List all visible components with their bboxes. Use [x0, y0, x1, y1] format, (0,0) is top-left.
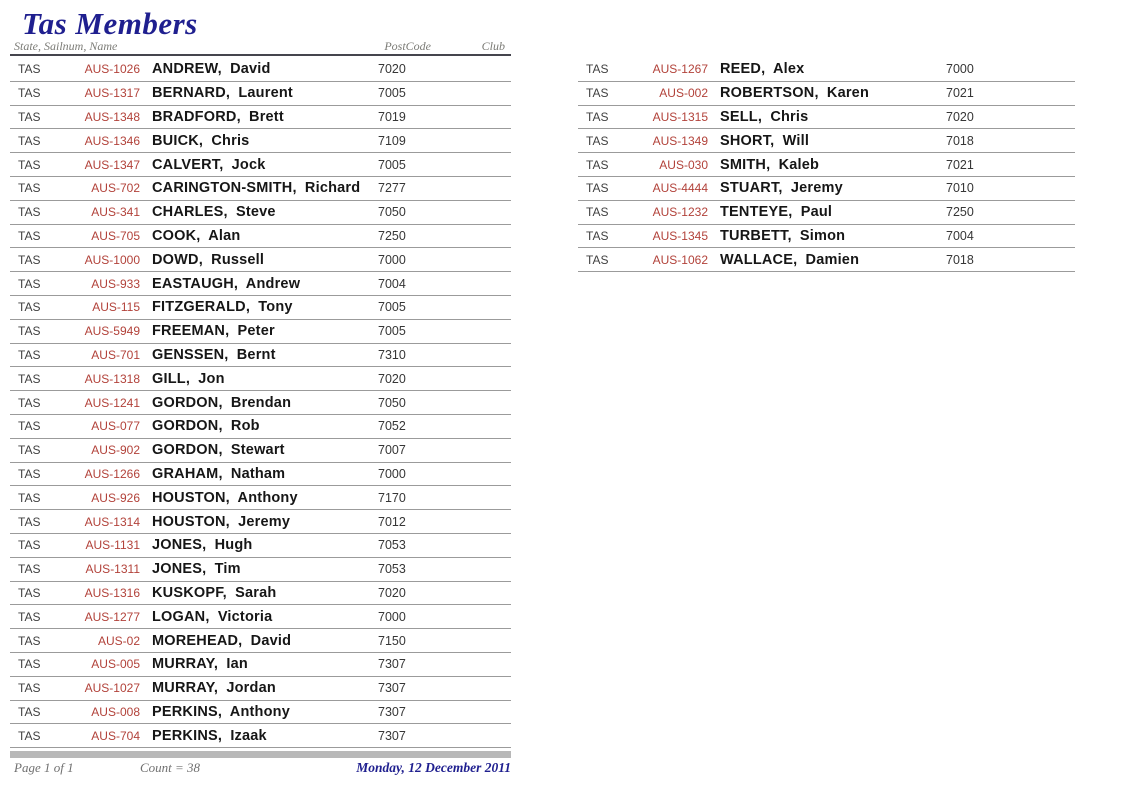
member-state: TAS — [586, 133, 609, 148]
member-sailnum: AUS-1315 — [652, 109, 708, 124]
member-sailnum: AUS-933 — [91, 276, 140, 291]
table-row — [10, 629, 511, 653]
member-name: SELL, Chris — [720, 108, 809, 125]
table-row — [10, 486, 511, 510]
member-state: TAS — [586, 62, 609, 77]
member-name: MURRAY, Ian — [152, 656, 248, 673]
member-postcode: 7277 — [378, 181, 406, 196]
table-row — [10, 510, 511, 534]
table-row — [578, 82, 1075, 106]
member-table-right — [578, 58, 1075, 272]
member-state: TAS — [18, 276, 41, 291]
table-row — [10, 653, 511, 677]
member-sailnum: AUS-002 — [659, 86, 708, 101]
table-row — [10, 439, 511, 463]
member-sailnum: AUS-1267 — [652, 62, 708, 77]
page-title: Tas Members — [22, 6, 198, 41]
table-row — [578, 153, 1075, 177]
member-sailnum: AUS-030 — [659, 157, 708, 172]
table-row — [10, 272, 511, 296]
member-postcode: 7020 — [378, 371, 406, 386]
member-postcode: 7018 — [946, 252, 974, 267]
member-postcode: 7310 — [378, 347, 406, 362]
member-sailnum: AUS-1232 — [652, 205, 708, 220]
table-row — [10, 225, 511, 249]
member-name: PERKINS, Anthony — [152, 703, 290, 720]
member-state: TAS — [18, 62, 41, 77]
member-name: GORDON, Brendan — [152, 394, 292, 411]
member-state: TAS — [586, 109, 609, 124]
member-postcode: 7012 — [378, 514, 406, 529]
member-sailnum: AUS-926 — [91, 490, 140, 505]
member-table-left — [10, 58, 511, 748]
page-count-label: Page 1 of 1 — [14, 760, 74, 775]
member-sailnum: AUS-1311 — [85, 562, 140, 577]
member-name: CARINGTON-SMITH, Richard — [152, 180, 361, 197]
table-row — [10, 605, 511, 629]
member-postcode: 7307 — [378, 657, 406, 672]
footer-row — [10, 760, 511, 778]
table-row — [578, 248, 1075, 272]
member-state: TAS — [18, 443, 41, 458]
member-postcode: 7250 — [946, 205, 974, 220]
member-name: BRADFORD, Brett — [152, 108, 284, 125]
table-row — [578, 201, 1075, 225]
member-name: SHORT, Will — [720, 132, 810, 149]
member-name: JONES, Hugh — [152, 537, 253, 554]
member-sailnum: AUS-1026 — [84, 62, 140, 77]
member-postcode: 7050 — [378, 395, 406, 410]
member-name: CHARLES, Steve — [152, 204, 276, 221]
member-name: WALLACE, Damien — [720, 251, 860, 268]
member-sailnum: AUS-1266 — [84, 466, 140, 481]
column-header-club: Club — [481, 39, 505, 53]
member-sailnum: AUS-1027 — [84, 681, 140, 696]
member-postcode: 7019 — [378, 109, 406, 124]
member-name: MOREHEAD, David — [152, 632, 292, 649]
table-row — [578, 58, 1075, 82]
member-postcode: 7007 — [378, 443, 406, 458]
member-postcode: 7010 — [946, 181, 974, 196]
member-postcode: 7020 — [378, 62, 406, 77]
member-name: MURRAY, Jordan — [152, 680, 276, 697]
member-state: TAS — [586, 228, 609, 243]
member-name: KUSKOPF, Sarah — [152, 584, 277, 601]
member-sailnum: AUS-1241 — [84, 395, 140, 410]
member-sailnum: AUS-1314 — [84, 514, 140, 529]
member-postcode: 7020 — [378, 585, 406, 600]
member-state: TAS — [18, 347, 41, 362]
table-row — [10, 320, 511, 344]
table-row — [10, 177, 511, 201]
member-sailnum: AUS-115 — [92, 300, 140, 315]
member-state: TAS — [18, 86, 41, 101]
member-state: TAS — [18, 538, 41, 553]
member-postcode: 7005 — [378, 86, 406, 101]
column-header-postcode: PostCode — [384, 39, 431, 53]
member-postcode: 7005 — [378, 157, 406, 172]
table-row — [10, 701, 511, 725]
table-row — [578, 177, 1075, 201]
member-sailnum: AUS-1347 — [84, 157, 140, 172]
column-header-row — [10, 39, 511, 56]
member-postcode: 7020 — [946, 109, 974, 124]
member-sailnum: AUS-341 — [91, 205, 140, 220]
member-name: EASTAUGH, Andrew — [152, 275, 301, 292]
member-state: TAS — [18, 633, 41, 648]
member-sailnum: AUS-4444 — [652, 181, 708, 196]
member-state: TAS — [18, 371, 41, 386]
table-row — [10, 129, 511, 153]
member-name: CALVERT, Jock — [152, 156, 266, 173]
member-name: DOWD, Russell — [152, 251, 265, 268]
member-sailnum: AUS-1345 — [652, 228, 708, 243]
table-row — [10, 82, 511, 106]
member-name: HOUSTON, Jeremy — [152, 513, 291, 530]
member-state: TAS — [18, 181, 41, 196]
member-name: REED, Alex — [720, 61, 805, 78]
table-row — [10, 582, 511, 606]
member-sailnum: AUS-005 — [91, 657, 140, 672]
report-date-label: Monday, 12 December 2011 — [356, 760, 511, 775]
table-row — [10, 201, 511, 225]
member-postcode: 7307 — [378, 728, 406, 743]
member-state: TAS — [18, 681, 41, 696]
member-name: BUICK, Chris — [152, 132, 250, 149]
member-state: TAS — [18, 585, 41, 600]
member-state: TAS — [586, 181, 609, 196]
member-name: JONES, Tim — [152, 561, 241, 578]
table-row — [10, 558, 511, 582]
member-state: TAS — [18, 609, 41, 624]
member-name: LOGAN, Victoria — [152, 608, 273, 625]
footer-divider-bar — [10, 751, 511, 758]
member-sailnum: AUS-1131 — [85, 538, 140, 553]
table-row — [10, 391, 511, 415]
member-name: SMITH, Kaleb — [720, 156, 820, 173]
table-row — [10, 415, 511, 439]
member-sailnum: AUS-1346 — [84, 133, 140, 148]
member-name: FITZGERALD, Tony — [152, 299, 293, 316]
member-state: TAS — [18, 133, 41, 148]
member-name: TURBETT, Simon — [720, 227, 846, 244]
member-sailnum: AUS-1349 — [652, 133, 708, 148]
member-state: TAS — [18, 514, 41, 529]
member-postcode: 7018 — [946, 133, 974, 148]
member-name: GORDON, Stewart — [152, 442, 285, 459]
member-state: TAS — [586, 252, 609, 267]
member-postcode: 7250 — [378, 228, 406, 243]
member-state: TAS — [18, 704, 41, 719]
member-sailnum: AUS-1062 — [652, 252, 708, 267]
member-postcode: 7021 — [946, 86, 974, 101]
member-postcode: 7052 — [378, 419, 406, 434]
member-name: ROBERTSON, Karen — [720, 85, 869, 102]
member-state: TAS — [18, 157, 41, 172]
table-row — [578, 129, 1075, 153]
table-row — [10, 296, 511, 320]
member-state: TAS — [18, 466, 41, 481]
member-state: TAS — [18, 205, 41, 220]
member-sailnum: AUS-1318 — [84, 371, 140, 386]
member-postcode: 7004 — [946, 228, 974, 243]
member-postcode: 7000 — [378, 609, 406, 624]
table-row — [10, 534, 511, 558]
member-name: BERNARD, Laurent — [152, 85, 293, 102]
table-row — [10, 367, 511, 391]
table-row — [578, 225, 1075, 249]
member-state: TAS — [18, 395, 41, 410]
member-postcode: 7053 — [378, 562, 406, 577]
table-row — [10, 153, 511, 177]
member-postcode: 7000 — [946, 62, 974, 77]
member-state: TAS — [18, 562, 41, 577]
record-count-label: Count = 38 — [140, 760, 201, 775]
member-name: FREEMAN, Peter — [152, 323, 275, 340]
member-postcode: 7021 — [946, 157, 974, 172]
member-postcode: 7053 — [378, 538, 406, 553]
member-sailnum: AUS-902 — [91, 443, 140, 458]
member-sailnum: AUS-5949 — [84, 324, 140, 339]
member-state: TAS — [18, 728, 41, 743]
member-name: TENTEYE, Paul — [720, 204, 833, 221]
member-state: TAS — [18, 657, 41, 672]
member-sailnum: AUS-1348 — [84, 109, 140, 124]
member-postcode: 7000 — [378, 466, 406, 481]
member-postcode: 7005 — [378, 324, 406, 339]
member-state: TAS — [18, 228, 41, 243]
member-name: STUART, Jeremy — [720, 180, 843, 197]
table-row — [10, 724, 511, 748]
member-postcode: 7170 — [378, 490, 406, 505]
member-name: GENSSEN, Bernt — [152, 346, 276, 363]
member-state: TAS — [586, 86, 609, 101]
member-sailnum: AUS-02 — [97, 633, 140, 648]
table-row — [10, 344, 511, 368]
member-postcode: 7005 — [378, 300, 406, 315]
member-postcode: 7150 — [378, 633, 406, 648]
member-sailnum: AUS-1316 — [84, 585, 140, 600]
member-name: PERKINS, Izaak — [152, 727, 267, 744]
member-postcode: 7050 — [378, 205, 406, 220]
member-postcode: 7307 — [378, 704, 406, 719]
table-row — [10, 58, 511, 82]
member-state: TAS — [18, 419, 41, 434]
member-sailnum: AUS-701 — [91, 347, 140, 362]
column-header-group: State, Sailnum, Name — [14, 39, 118, 53]
member-postcode: 7109 — [378, 133, 406, 148]
member-state: TAS — [18, 324, 41, 339]
member-state: TAS — [18, 252, 41, 267]
table-row — [10, 677, 511, 701]
member-name: ANDREW, David — [152, 61, 271, 78]
table-row — [10, 463, 511, 487]
member-sailnum: AUS-1277 — [84, 609, 140, 624]
member-sailnum: AUS-704 — [91, 728, 140, 743]
table-row — [10, 248, 511, 272]
member-sailnum: AUS-705 — [91, 228, 140, 243]
member-name: GILL, Jon — [152, 370, 225, 387]
member-sailnum: AUS-1000 — [84, 252, 140, 267]
table-row — [10, 106, 511, 130]
member-name: GORDON, Rob — [152, 418, 260, 435]
member-state: TAS — [18, 109, 41, 124]
member-state: TAS — [586, 205, 609, 220]
member-postcode: 7307 — [378, 681, 406, 696]
member-state: TAS — [18, 300, 41, 315]
member-postcode: 7000 — [378, 252, 406, 267]
member-name: HOUSTON, Anthony — [152, 489, 298, 506]
member-state: TAS — [18, 490, 41, 505]
member-name: COOK, Alan — [152, 227, 241, 244]
member-name: GRAHAM, Natham — [152, 465, 286, 482]
table-row — [578, 106, 1075, 130]
member-sailnum: AUS-702 — [91, 181, 140, 196]
member-postcode: 7004 — [378, 276, 406, 291]
member-sailnum: AUS-077 — [91, 419, 140, 434]
member-sailnum: AUS-1317 — [84, 86, 140, 101]
member-sailnum: AUS-008 — [91, 704, 140, 719]
member-state: TAS — [586, 157, 609, 172]
